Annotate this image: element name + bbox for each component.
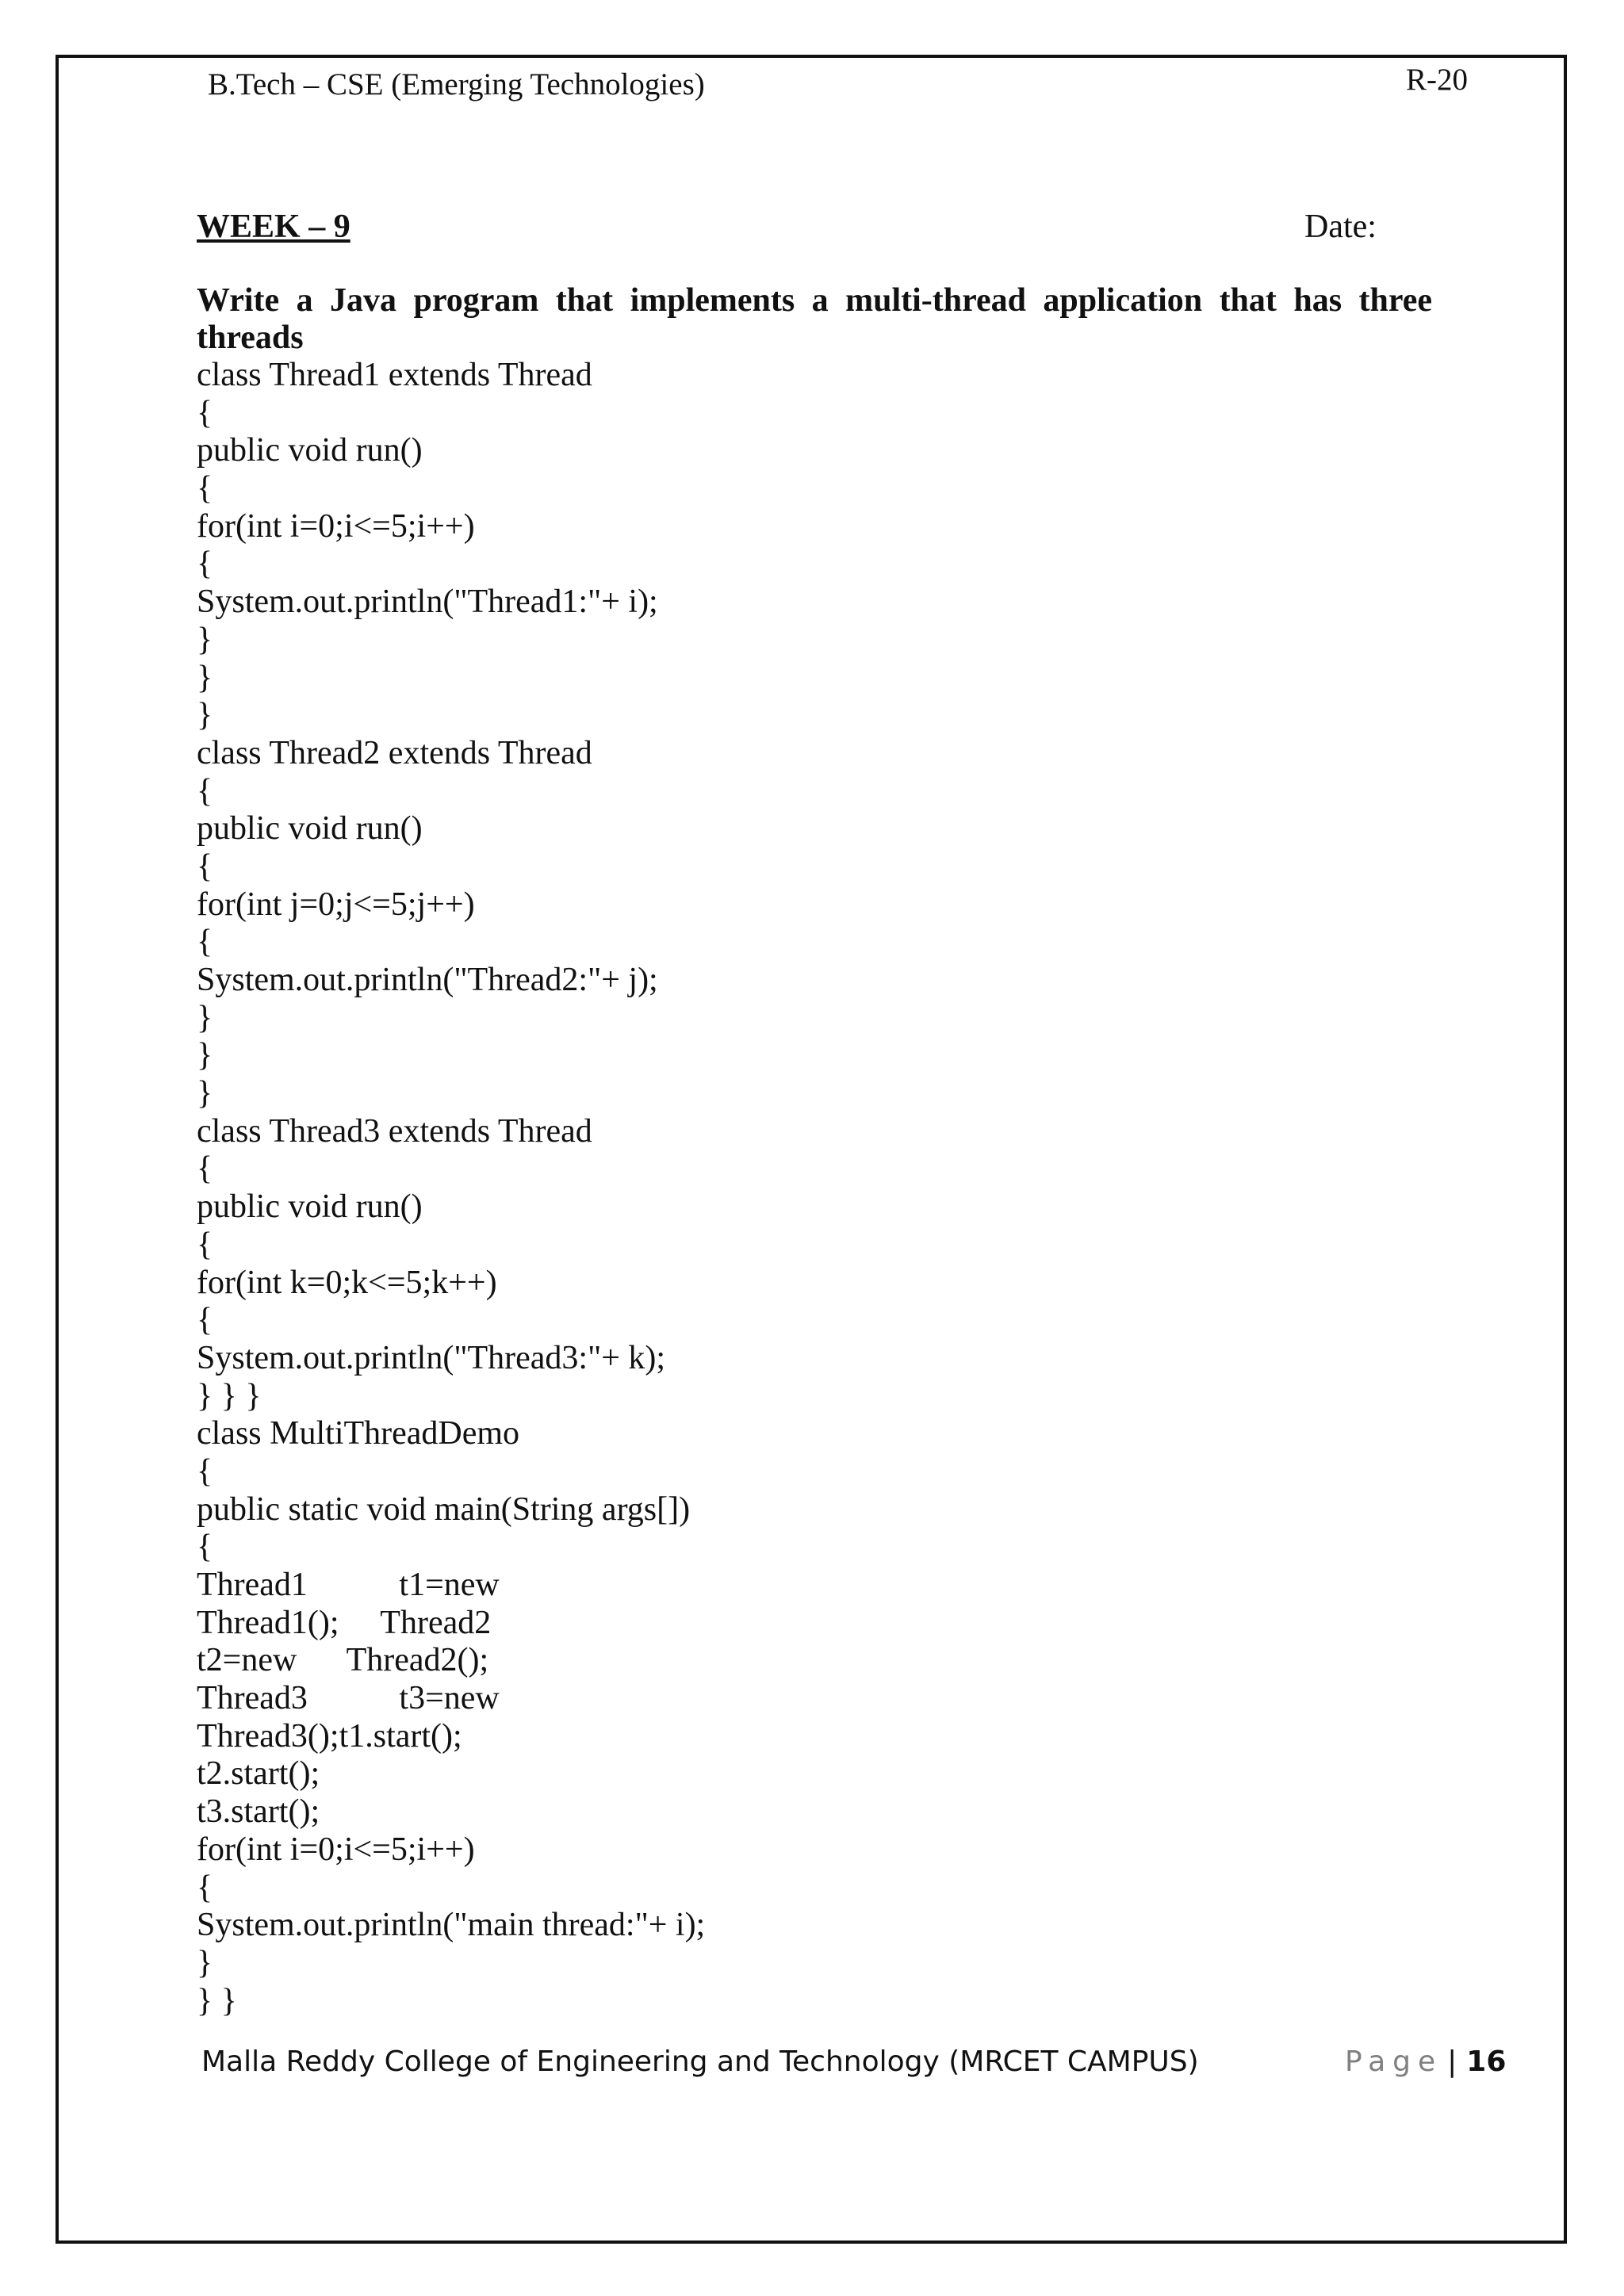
code-line: { <box>197 924 213 961</box>
code-line: } <box>197 1075 213 1112</box>
page-footer <box>1345 2045 1506 2078</box>
code-line: class MultiThreadDemo <box>197 1415 520 1452</box>
course-header: B.Tech – CSE (Emerging Technologies) <box>208 67 705 101</box>
code-line: t3.start(); <box>197 1793 320 1831</box>
page-word: Page <box>1345 2045 1443 2078</box>
code-line: System.out.println("main thread:"+ i); <box>197 1907 706 1944</box>
code-line: } <box>197 999 213 1036</box>
code-line: System.out.println("Thread1:"+ i); <box>197 584 658 621</box>
code-line: { <box>197 1529 213 1566</box>
code-line: { <box>197 394 213 431</box>
code-line: { <box>197 1226 213 1263</box>
code-line: Thread1(); Thread2 <box>197 1604 492 1641</box>
code-line: Thread1 t1=new <box>197 1567 500 1603</box>
code-line: Thread3();t1.start(); <box>197 1717 462 1755</box>
code-line: } <box>197 1944 213 1981</box>
code-line: { <box>197 848 213 885</box>
code-line: { <box>197 1869 213 1906</box>
code-line: { <box>197 545 213 583</box>
code-line: { <box>197 470 213 507</box>
code-line: for(int i=0;i<=5;i++) <box>197 507 475 545</box>
code-line: Thread3 t3=new <box>197 1680 500 1717</box>
code-line: t2.start(); <box>197 1755 320 1793</box>
code-line: for(int i=0;i<=5;i++) <box>197 1831 475 1868</box>
code-line: } } <box>197 1982 237 2019</box>
code-line: } <box>197 621 213 658</box>
code-line: public void run() <box>197 810 423 848</box>
code-line: class Thread3 extends Thread <box>197 1112 592 1150</box>
week-title: WEEK – 9 <box>197 209 350 245</box>
code-line: public static void main(String args[]) <box>197 1490 691 1528</box>
code-line: { <box>197 1302 213 1339</box>
code-line: class Thread2 extends Thread <box>197 734 592 771</box>
footer-institution: Malla Reddy College of Engineering and Technology (MRCET CAMPUS) <box>201 2045 1199 2078</box>
code-line: public void run() <box>197 432 423 469</box>
question-text: Write a Java program that implements a multi-thread application that has three threads <box>197 282 1432 356</box>
code-line: System.out.println("Thread3:"+ k); <box>197 1339 666 1376</box>
page-separator: | <box>1447 2045 1457 2078</box>
code-line: } <box>197 1037 213 1074</box>
code-line: { <box>197 772 213 809</box>
code-line: for(int j=0;j<=5;j++) <box>197 886 475 923</box>
code-line: } <box>197 659 213 696</box>
date-label: Date: <box>1304 209 1377 245</box>
code-line: class Thread1 extends Thread <box>197 357 592 393</box>
page-number: 16 <box>1466 2045 1507 2078</box>
code-line: System.out.println("Thread2:"+ j); <box>197 962 658 998</box>
code-line: public void run() <box>197 1188 423 1226</box>
code-line: { <box>197 1150 213 1188</box>
code-line: for(int k=0;k<=5;k++) <box>197 1264 497 1301</box>
code-listing <box>197 357 705 2020</box>
code-line: { <box>197 1452 213 1490</box>
regulation-label: R-20 <box>1406 63 1468 97</box>
code-line: } <box>197 697 213 734</box>
code-line: } } } <box>197 1377 262 1414</box>
code-line: t2=new Thread2(); <box>197 1642 489 1679</box>
